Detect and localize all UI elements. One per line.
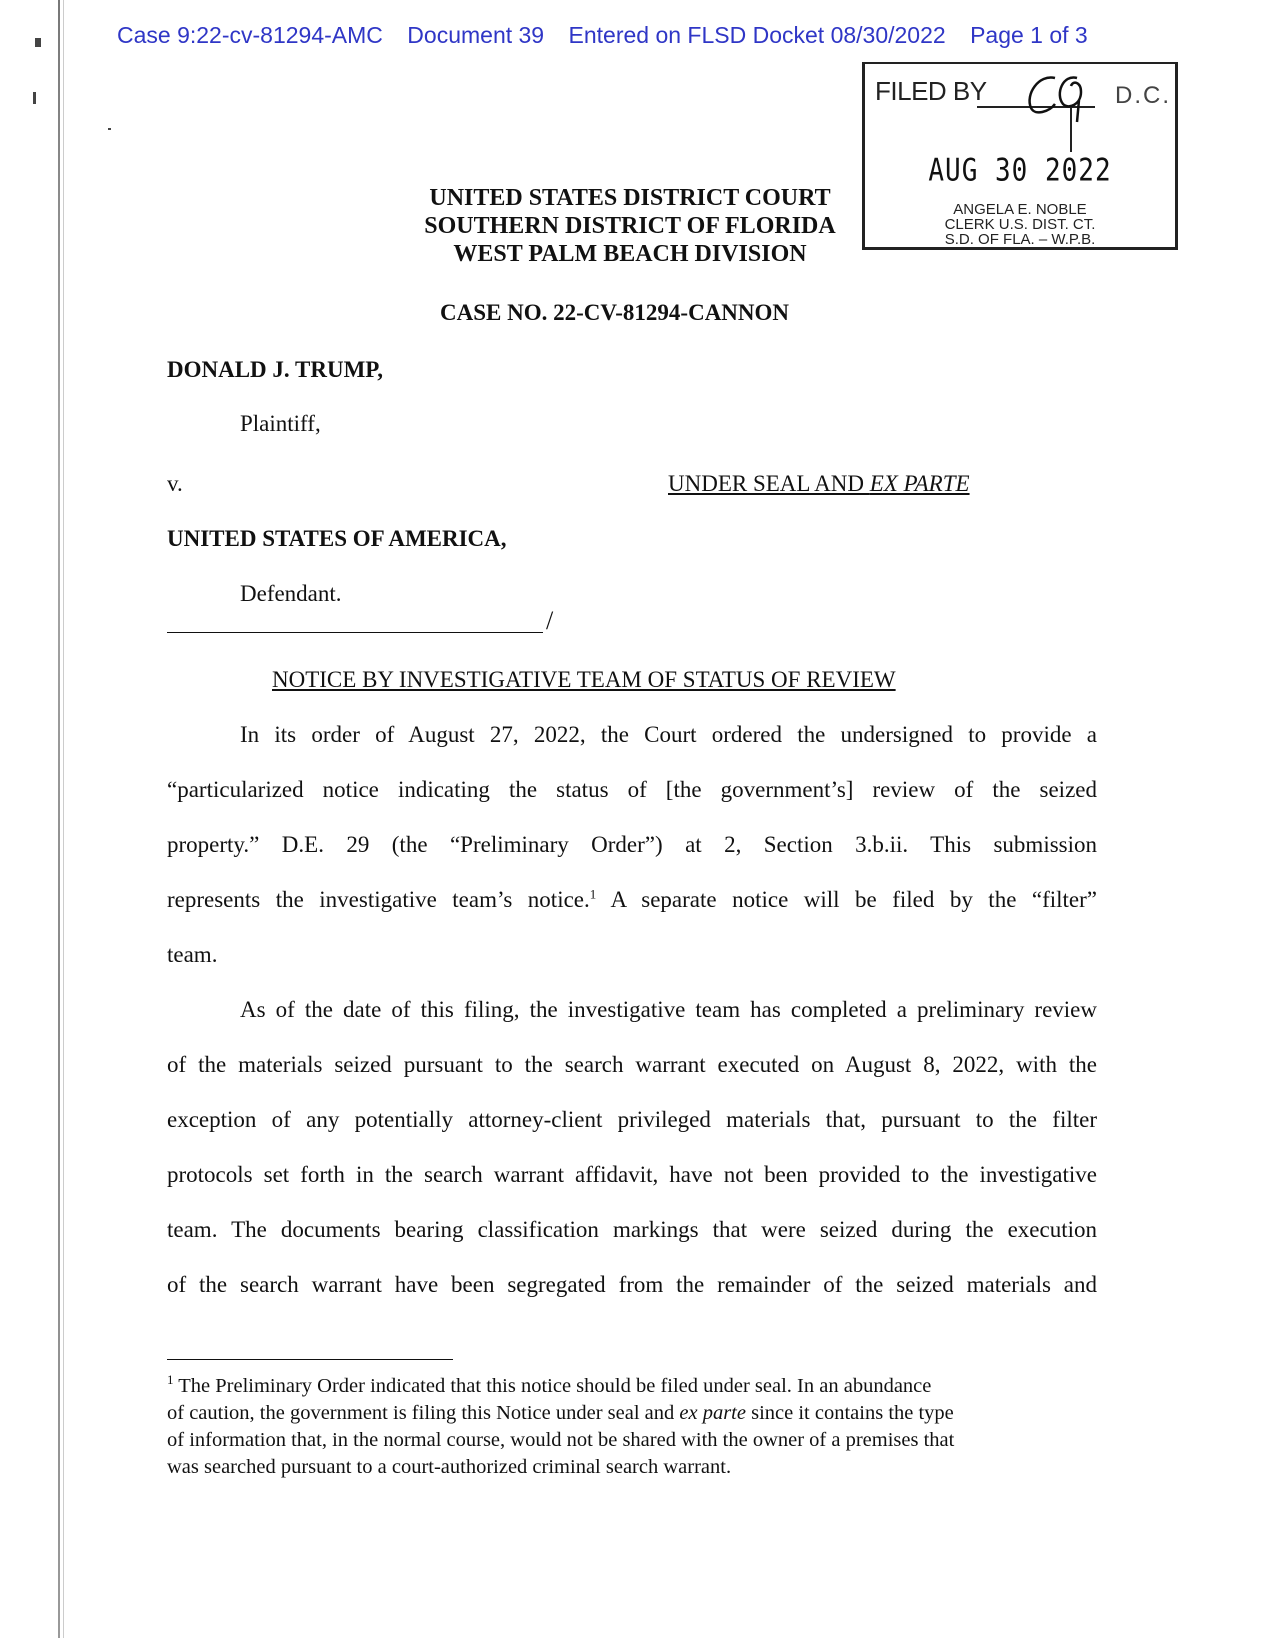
court-name: UNITED STATES DISTRICT COURT xyxy=(429,185,831,211)
footnote-line: was searched pursuant to a court-authorized criminal search warrant. xyxy=(167,1456,732,1478)
defendant-role: Defendant. xyxy=(240,581,342,606)
header-page-count: Page 1 of 3 xyxy=(970,22,1088,48)
footnote-marker: 1 xyxy=(167,1372,174,1388)
case-number: CASE NO. 22-CV-81294-CANNON xyxy=(440,300,790,325)
footnote-text: of caution, the government is filing this Notice under seal and xyxy=(167,1402,680,1424)
paragraph-1-line: property.” D.E. 29 (the “Preliminary Order”) at 2, Section 3.b.ii. This submission xyxy=(167,832,1097,857)
paragraph-1-line: “particularized notice indicating the status of [the government’s] review of the seized xyxy=(167,777,1097,802)
scan-speck xyxy=(33,92,36,104)
court-division: WEST PALM BEACH DIVISION xyxy=(453,241,807,267)
footnote-line: of information that, in the normal course, would not be shared with the owner of a premises that xyxy=(167,1429,955,1451)
stamp-tick-mark xyxy=(1070,108,1072,152)
scan-speck xyxy=(35,38,41,47)
under-seal-notation xyxy=(668,471,970,497)
paragraph-2-line: protocols set forth in the search warrant affidavit, have not been provided to the investigative xyxy=(167,1162,1097,1187)
footnote-line xyxy=(167,1402,1082,1425)
paragraph-2-line: of the materials seized pursuant to the search warrant executed on August 8, 2022, with the xyxy=(167,1052,1097,1077)
caption-slash: / xyxy=(546,606,554,635)
footnote-ex-parte: ex parte xyxy=(679,1402,746,1424)
footnote-text: since it contains the type xyxy=(745,1402,954,1424)
court-heading xyxy=(380,184,880,268)
scan-speck xyxy=(108,128,111,130)
filed-stamp xyxy=(862,62,1178,250)
stamp-clerk-block xyxy=(865,202,1175,247)
header-entered-date: Entered on FLSD Docket 08/30/2022 xyxy=(568,22,946,48)
paragraph-1-line xyxy=(167,887,1097,913)
caption-rule xyxy=(167,632,543,633)
scan-edge-line xyxy=(58,0,60,1638)
stamp-clerk-name: ANGELA E. NOBLE xyxy=(953,201,1087,218)
stamp-clerk-title: CLERK U.S. DIST. CT. xyxy=(944,216,1096,233)
plaintiff-name: DONALD J. TRUMP, xyxy=(167,357,383,382)
versus-label: v. xyxy=(167,471,183,496)
footnote-rule xyxy=(167,1359,453,1360)
docket-header xyxy=(117,22,1106,49)
paragraph-1-text: represents the investigative team’s notice. xyxy=(167,887,590,912)
paragraph-2-line: of the search warrant have been segregated from the remainder of the seized materials and xyxy=(167,1272,1097,1297)
stamp-dc-label: D.C. xyxy=(1115,82,1171,109)
paragraph-2-line: As of the date of this filing, the investigative team has completed a preliminary review xyxy=(240,997,1097,1022)
seal-prefix: UNDER SEAL AND xyxy=(668,471,870,496)
stamp-clerk-district: S.D. OF FLA. – W.P.B. xyxy=(944,231,1096,248)
defendant-name: UNITED STATES OF AMERICA, xyxy=(167,526,507,551)
court-district: SOUTHERN DISTRICT OF FLORIDA xyxy=(424,213,836,239)
stamp-date: AUG 30 2022 xyxy=(928,153,1112,189)
footnote-text: The Preliminary Order indicated that this notice should be filed under seal. In an abundance xyxy=(173,1375,932,1397)
scan-edge-line-secondary xyxy=(63,0,64,1638)
paragraph-1-line: In its order of August 27, 2022, the Court ordered the undersigned to provide a xyxy=(240,722,1097,747)
footnote-line xyxy=(167,1372,1082,1398)
paragraph-1-line: team. xyxy=(167,942,218,967)
paragraph-1-text: A separate notice will be filed by the “filter” xyxy=(596,887,1097,912)
footnote-reference: 1 xyxy=(589,886,597,902)
clerk-signature xyxy=(1015,64,1101,134)
document-title: NOTICE BY INVESTIGATIVE TEAM OF STATUS OF REVIEW xyxy=(272,667,896,692)
stamp-filed-by-label: FILED BY xyxy=(875,76,987,106)
header-case-number: Case 9:22-cv-81294-AMC xyxy=(117,22,383,48)
seal-ex-parte: EX PARTE xyxy=(869,471,970,496)
paragraph-2-line: exception of any potentially attorney-client privileged materials that, pursuant to the filter xyxy=(167,1107,1097,1132)
plaintiff-role: Plaintiff, xyxy=(240,411,321,436)
header-document-number: Document 39 xyxy=(407,22,545,48)
paragraph-2-line: team. The documents bearing classification markings that were seized during the execution xyxy=(167,1217,1097,1242)
